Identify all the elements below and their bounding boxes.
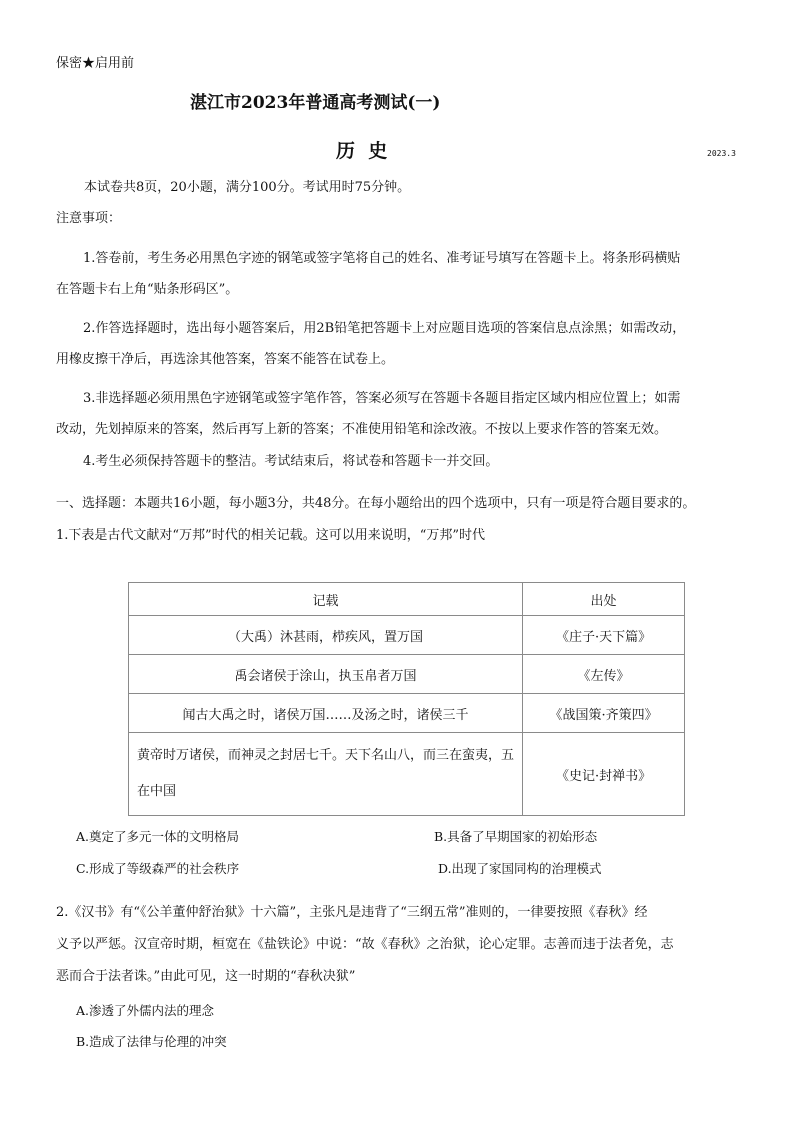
note-4-line-1: 4.考生必须保持答题卡的整洁。考试结束后，将试卷和答题卡一并交回。 bbox=[83, 454, 499, 469]
q1-records-table bbox=[128, 582, 685, 816]
subject-title: 历 史 bbox=[336, 140, 388, 162]
note-2-line-1: 2.作答选择题时，选出每小题答案后，用2B铅笔把答题卡上对应题目选项的答案信息点涂黑；如需改动， bbox=[83, 321, 686, 336]
q1-option-d[interactable]: D.出现了家国同构的治理模式 bbox=[438, 861, 602, 876]
table-row bbox=[129, 733, 685, 816]
note-1-line-1: 1.答卷前，考生务必用黑色字迹的钢笔或签字笔将自己的姓名、准考证号填写在答题卡上。将条形码横贴 bbox=[83, 251, 681, 266]
note-2 bbox=[56, 313, 746, 375]
q1-option-b[interactable]: B.具备了早期国家的初始形态 bbox=[434, 829, 598, 844]
q1-option-a[interactable]: A.奠定了多元一体的文明格局 bbox=[76, 829, 240, 844]
table-row bbox=[129, 694, 685, 733]
section-heading: 一、选择题：本题共16小题，每小题3分，共48分。在每小题给出的四个选项中，只有一项是符合题目要求的。 bbox=[56, 496, 696, 511]
note-3 bbox=[56, 383, 746, 445]
note-1-line-2: 在答题卡右上角“贴条形码区”。 bbox=[56, 282, 239, 297]
header-record: 记载 bbox=[129, 583, 523, 616]
record-cell: 禹会诸侯于涂山，执玉帛者万国 bbox=[129, 655, 523, 694]
record-cell: 黄帝时万诸侯，而神灵之封居七千。天下名山八，而三在蛮夷，五在中国 bbox=[129, 733, 523, 816]
q1-stem: 1.下表是古代文献对“万邦”时代的相关记载。这可以用来说明，“万邦”时代 bbox=[56, 528, 485, 543]
notes-heading: 注意事项： bbox=[56, 211, 122, 226]
confidential-mark: 保密★启用前 bbox=[56, 56, 135, 71]
q1-option-c[interactable]: C.形成了等级森严的社会秩序 bbox=[76, 861, 240, 876]
note-3-line-2: 改动，先划掉原来的答案，然后再写上新的答案；不准使用铅笔和涂改液。不按以上要求作答的答案无效。 bbox=[56, 422, 668, 437]
q2-option-b[interactable]: B.造成了法律与伦理的冲突 bbox=[76, 1034, 227, 1049]
source-cell: 《左传》 bbox=[523, 655, 685, 694]
source-cell: 《战国策·齐策四》 bbox=[523, 694, 685, 733]
q2-stem-line-2: 义予以严惩。汉宣帝时期，桓宽在《盐铁论》中说：“故《春秋》之治狱，论心定罪。志善而违于法者免，志 bbox=[56, 937, 674, 952]
header-source: 出处 bbox=[523, 583, 685, 616]
record-cell: （大禹）沐甚雨，栉疾风，置万国 bbox=[129, 616, 523, 655]
exam-date: 2023.3 bbox=[707, 149, 736, 158]
q2-stem-line-3: 恶而合于法者诛。”由此可见，这一时期的“春秋决狱” bbox=[56, 969, 356, 984]
note-2-line-2: 用橡皮擦干净后，再选涂其他答案，答案不能答在试卷上。 bbox=[56, 352, 395, 367]
source-cell: 《庄子·天下篇》 bbox=[523, 616, 685, 655]
source-cell: 《史记·封禅书》 bbox=[523, 733, 685, 816]
exam-intro: 本试卷共8页，20小题，满分100分。考试用时75分钟。 bbox=[84, 180, 411, 195]
table-header-row bbox=[129, 583, 685, 616]
record-cell: 闻古大禹之时，诸侯万国……及汤之时，诸侯三千 bbox=[129, 694, 523, 733]
note-3-line-1: 3.非选择题必须用黑色字迹钢笔或签字笔作答，答案必须写在答题卡各题目指定区域内相应位置上；如需 bbox=[83, 391, 681, 406]
q2-stem-line-1: 2.《汉书》有“《公羊董仲舒治狱》十六篇”，主张凡是违背了“三纲五常”准则的，一律要按照《春秋》经 bbox=[56, 905, 648, 920]
table-row bbox=[129, 616, 685, 655]
q2-option-a[interactable]: A.渗透了外儒内法的理念 bbox=[76, 1003, 215, 1018]
table-row bbox=[129, 655, 685, 694]
note-4 bbox=[56, 446, 746, 477]
exam-title: 湛江市2023年普通高考测试(一) bbox=[190, 93, 441, 113]
note-1 bbox=[56, 243, 746, 305]
